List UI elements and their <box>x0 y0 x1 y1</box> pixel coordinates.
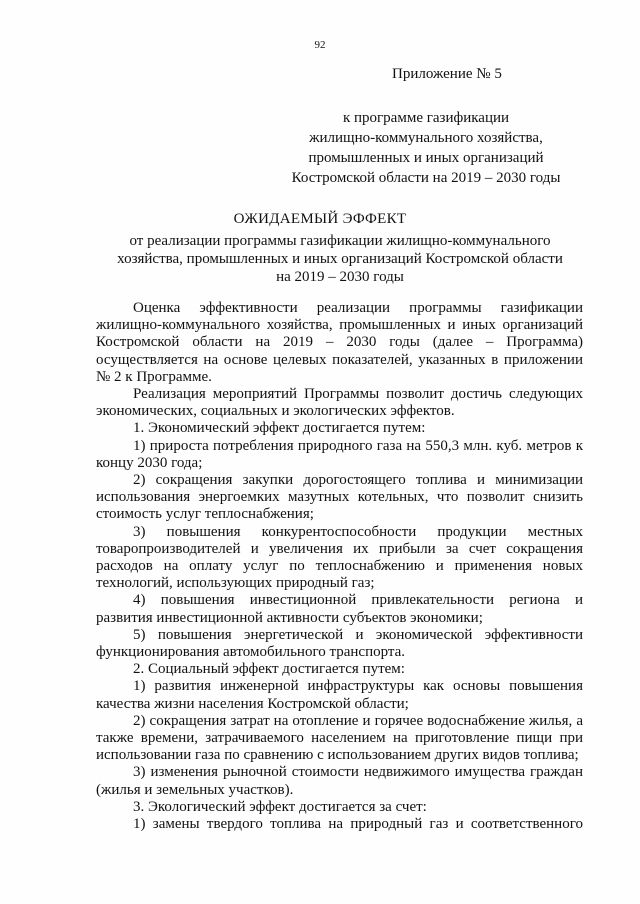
paragraph: Реализация мероприятий Программы позволит достичь следующих экономических, социальных и экологических эффектов. <box>96 386 583 420</box>
subheading-line: от реализации программы газификации жилищно-коммунального <box>129 233 551 249</box>
page-number: 92 <box>314 39 326 51</box>
paragraph: 3) изменения рыночной стоимости недвижимого имущества граждан (жилья и земельных участков). <box>96 764 583 798</box>
paragraph: 2) сокращения закупки дорогостоящего топлива и минимизации использования энергоемких мазутных котельных, что позволит снизить стоимость услуг теплоснабжения; <box>96 472 583 523</box>
paragraph: Оценка эффективности реализации программы газификации жилищно-коммунального хозяйства, промышленных и иных организаций Костромской области на 2019 – 2030 годы (далее – Программа) осуществляется на основе целевых показателей, указанных в приложении № 2 к Программе. <box>96 300 583 385</box>
paragraph: 2. Социальный эффект достигается путем: <box>133 661 405 678</box>
paragraph: 1) развития инженерной инфраструктуры как основы повышения качества жизни населения Костромской области; <box>96 678 583 712</box>
appendix-line: к программе газификации <box>342 110 510 126</box>
document-subheading <box>90 232 590 286</box>
subheading-line: на 2019 – 2030 годы <box>276 269 404 285</box>
paragraph: 3. Экологический эффект достигается за счет: <box>133 798 427 815</box>
paragraph: 4) повышения инвестиционной привлекательности региона и развития инвестиционной активности субъектов экономики; <box>96 592 583 626</box>
subheading-line: хозяйства, промышленных и иных организаций Костромской области <box>117 251 563 267</box>
paragraph: 1. Экономический эффект достигается путем: <box>133 420 426 437</box>
paragraph: 5) повышения энергетической и экономической эффективности функционирования автомобильного транспорта. <box>96 626 583 661</box>
paragraph: 2) сокращения затрат на отопление и горячее водоснабжение жилья, а также времени, затрачиваемого населением на приготовление пищи при использовании газа по сравнению с использованием других видов топлива; <box>96 712 583 764</box>
appendix-reference <box>270 108 582 188</box>
paragraph: 1) прироста потребления природного газа на 550,3 млн. куб. метров к концу 2030 года; <box>96 437 583 471</box>
appendix-title: Приложение № 5 <box>392 66 502 82</box>
document-body <box>96 300 583 833</box>
appendix-line: жилищно-коммунального хозяйства, <box>309 130 543 146</box>
paragraph: 3) повышения конкурентоспособности продукции местных товаропроизводителей и увеличения их прибыли за счет сокращения расходов на оплату услуг по теплоснабжению и применения новых технологий, использующих природный газ; <box>96 523 583 592</box>
document-heading: ОЖИДАЕМЫЙ ЭФФЕКТ <box>233 211 407 227</box>
appendix-line: Костромской области на 2019 – 2030 годы <box>291 170 561 186</box>
paragraph: 1) замены твердого топлива на природный газ и соответственного <box>133 816 583 833</box>
appendix-line: промышленных и иных организаций <box>308 150 544 166</box>
